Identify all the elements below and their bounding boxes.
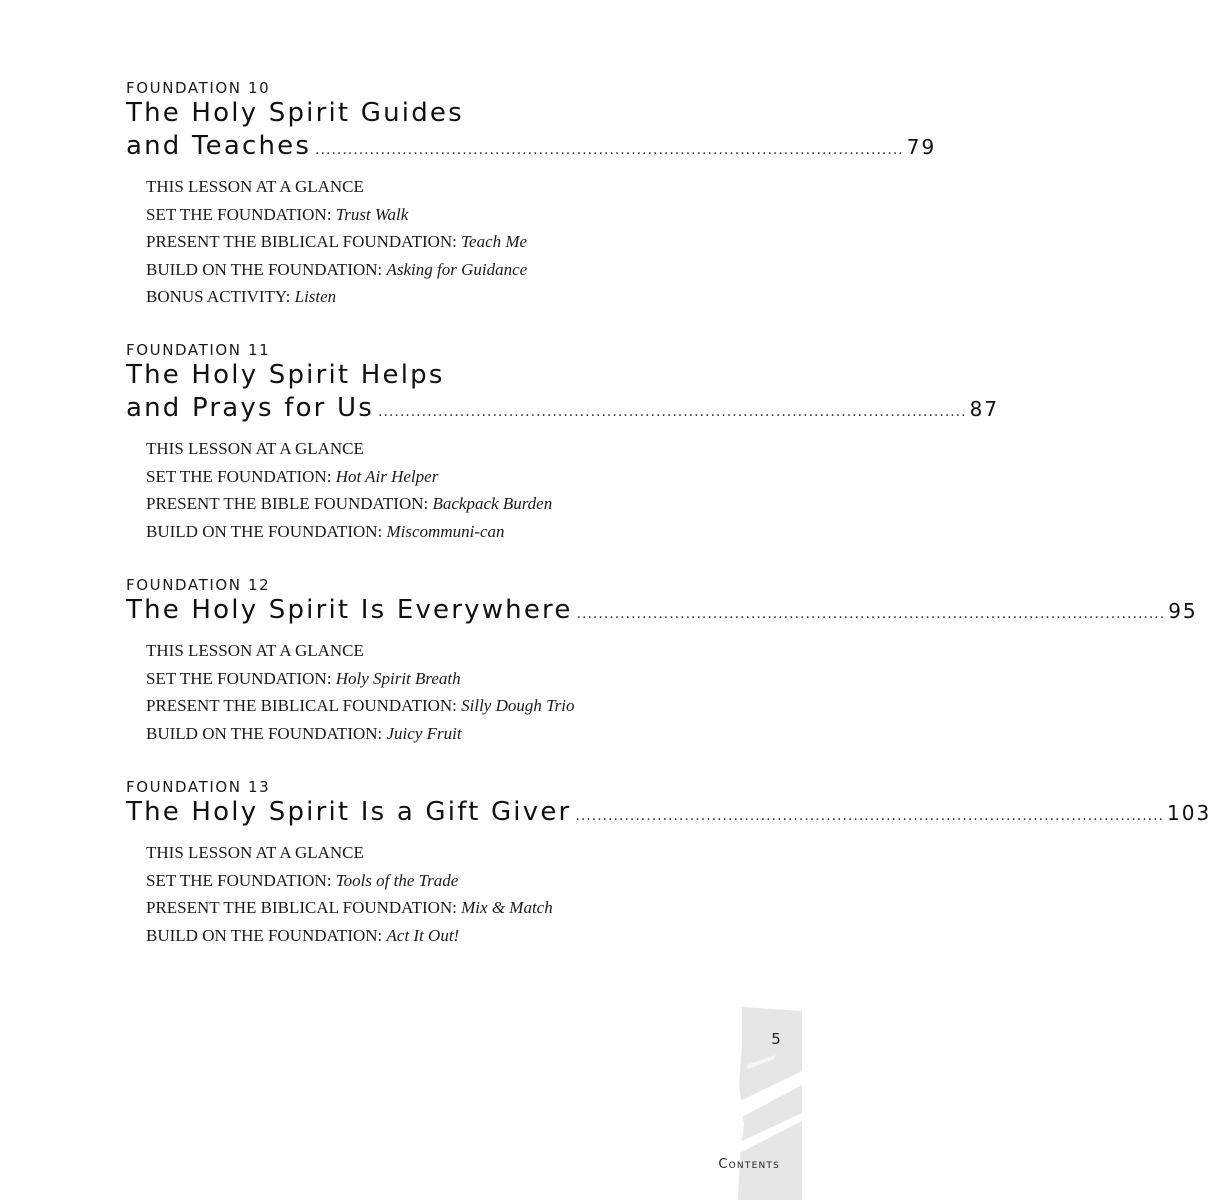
lesson-item: [146, 894, 674, 922]
lesson-item-name: Trust Walk: [335, 204, 409, 224]
lesson-item: [146, 867, 674, 895]
lesson-item: [146, 228, 674, 256]
lesson-item: [146, 435, 674, 463]
section-title-line: and Prays for Us: [126, 393, 375, 423]
lesson-item: [146, 637, 674, 665]
lesson-item-caps: SET THE FOUNDATION:: [146, 870, 336, 890]
toc-section-foundation-11: [126, 341, 1000, 545]
lesson-item-caps: SET THE FOUNDATION:: [146, 668, 336, 688]
lesson-list: [146, 839, 674, 949]
lesson-item-caps: BUILD ON THE FOUNDATION:: [146, 521, 387, 541]
lesson-item-name: Act It Out!: [386, 925, 460, 945]
section-title-last-line: [126, 796, 1211, 833]
leader-dots: ............................................................................................................: [378, 404, 967, 420]
section-title-line: The Holy Spirit Is Everywhere: [126, 595, 573, 625]
lesson-item-caps: PRESENT THE BIBLICAL FOUNDATION:: [146, 232, 462, 251]
lesson-item: [146, 839, 674, 867]
lesson-item-caps: BUILD ON THE FOUNDATION:: [146, 259, 387, 279]
lesson-item-name: Mix & Match: [461, 898, 553, 917]
lesson-item-name: Silly Dough Trio: [461, 696, 575, 715]
lesson-item-name: Backpack Burden: [432, 494, 553, 513]
lesson-item-name: Tools of the Trade: [335, 870, 459, 890]
lesson-item: [146, 201, 674, 229]
lesson-item: [146, 720, 674, 748]
section-page-number: 95: [1168, 599, 1198, 623]
lesson-item-caps: SET THE FOUNDATION:: [146, 204, 336, 224]
section-title-line: and Teaches: [126, 131, 312, 161]
section-page-number: 79: [906, 135, 937, 159]
lesson-item: [146, 490, 674, 518]
section-label: FOUNDATION 10: [126, 79, 271, 97]
section-label: FOUNDATION 11: [126, 341, 271, 359]
lesson-item-caps: PRESENT THE BIBLICAL FOUNDATION:: [146, 696, 462, 715]
lesson-list: [146, 637, 674, 747]
toc-section-foundation-13: [126, 778, 1211, 949]
lesson-item-name: Hot Air Helper: [335, 466, 439, 486]
lesson-item: [146, 922, 674, 950]
leader-dots: ............................................................................................................: [576, 606, 1166, 622]
section-title-line: The Holy Spirit Guides: [126, 98, 464, 128]
section-title-last-line: [126, 594, 1198, 631]
lesson-item-caps: BUILD ON THE FOUNDATION:: [146, 925, 387, 945]
lesson-item-name: Asking for Guidance: [386, 259, 528, 279]
lesson-item-caps: BONUS ACTIVITY:: [146, 287, 295, 306]
lesson-item: [146, 665, 674, 693]
lesson-item: [146, 518, 674, 546]
lesson-item-caps: PRESENT THE BIBLE FOUNDATION:: [146, 494, 433, 513]
lesson-item: [146, 463, 674, 491]
lesson-item: [146, 283, 674, 311]
section-label: FOUNDATION 12: [126, 576, 271, 594]
page-number: 5: [771, 1030, 781, 1048]
section-label: FOUNDATION 13: [126, 778, 271, 796]
lesson-item-caps: SET THE FOUNDATION:: [146, 466, 336, 486]
running-footer-label: Contents: [718, 1157, 780, 1172]
lesson-item-name: Miscommuni-can: [386, 521, 505, 541]
lesson-item-caps: THIS LESSON AT A GLANCE: [146, 843, 364, 862]
toc-section-foundation-10: [126, 79, 937, 311]
lesson-item-name: Holy Spirit Breath: [335, 668, 461, 688]
leader-dots: ............................................................................................................: [575, 808, 1165, 824]
lesson-item-caps: THIS LESSON AT A GLANCE: [146, 641, 364, 660]
section-title-line: The Holy Spirit Helps: [126, 360, 445, 390]
lesson-item: [146, 173, 674, 201]
section-page-number: 87: [969, 397, 1000, 421]
section-page-number: 103: [1167, 801, 1211, 825]
lesson-item: [146, 692, 674, 720]
lesson-item-name: Juicy Fruit: [386, 723, 462, 743]
section-title-line: The Holy Spirit Is a Gift Giver: [126, 797, 572, 827]
lesson-item-caps: THIS LESSON AT A GLANCE: [146, 177, 364, 196]
toc-section-foundation-12: [126, 576, 1198, 747]
lesson-item: [146, 256, 674, 284]
lesson-list: [146, 435, 674, 545]
lesson-item-caps: PRESENT THE BIBLICAL FOUNDATION:: [146, 898, 462, 917]
section-title-last-line: [126, 392, 1000, 429]
lesson-item-name: Teach Me: [461, 232, 528, 251]
section-title-last-line: [126, 130, 937, 167]
lesson-item-caps: THIS LESSON AT A GLANCE: [146, 439, 364, 458]
lesson-item-name: Listen: [294, 287, 337, 306]
lesson-list: [146, 173, 674, 311]
leader-dots: ............................................................................................................: [315, 142, 904, 158]
lesson-item-caps: BUILD ON THE FOUNDATION:: [146, 723, 387, 743]
